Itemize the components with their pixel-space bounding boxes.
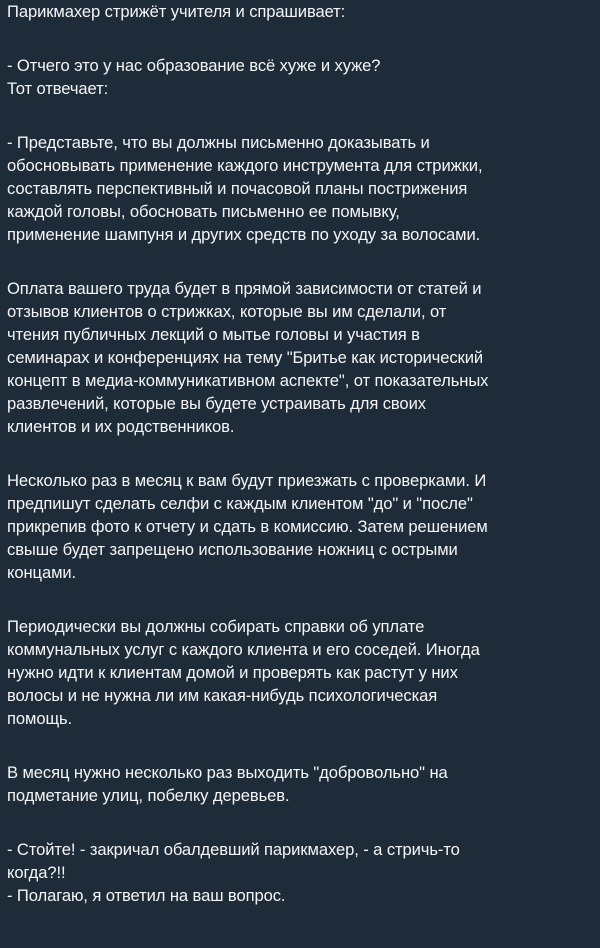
text-line: обосновывать применение каждого инструмента для стрижки, [7, 156, 483, 175]
text-line: Несколько раз в месяц к вам будут приезжать с проверками. И [7, 471, 487, 490]
text-line: Оплата вашего труда будет в прямой зависимости от статей и [7, 279, 482, 298]
text-line: прикрепив фото к отчету и сдать в комиссию. Затем решением [7, 517, 488, 536]
text-line: - Стойте! - закричал обалдевший парикмахер, - а стричь-то [7, 840, 460, 859]
text-line: развлечений, которые вы будете устраивать для своих [7, 394, 426, 413]
text-line: концами. [7, 563, 77, 582]
text-line: клиентов и их родственников. [7, 417, 235, 436]
text-line: свыше будет запрещено использование ножниц с острыми [7, 540, 458, 559]
text-line: - Представьте, что вы должны письменно доказывать и [7, 133, 430, 152]
text-line: концепт в медиа-коммуникативном аспекте", от показательных [7, 371, 489, 390]
text-line: - Полагаю, я ответил на ваш вопрос. [7, 886, 286, 905]
text-line: применение шампуня и других средств по уходу за волосами. [7, 225, 481, 244]
text-line: отзывов клиентов о стрижках, которые вы им сделали, от [7, 302, 447, 321]
text-line: подметание улиц, побелку деревьев. [7, 786, 290, 805]
text-line: волосы и не нужна ли им какая-нибудь психологическая [7, 686, 438, 705]
text-line: составлять перспективный и почасовой планы пострижения [7, 179, 468, 198]
text-line: В месяц нужно несколько раз выходить "добровольно" на [7, 763, 448, 782]
text-line: когда?!! [7, 863, 66, 882]
text-line: каждой головы, обосновать письменно ее помывку, [7, 202, 400, 221]
text-line: предпишут сделать селфи с каждым клиентом "до" и "после" [7, 494, 473, 513]
text-line: помощь. [7, 709, 73, 728]
text-line: Периодически вы должны собирать справки об уплате [7, 617, 425, 636]
text-line: Тот отвечает: [7, 79, 109, 98]
text-line: Парикмахер стрижёт учителя и спрашивает: [7, 2, 346, 21]
text-line: нужно идти к клиентам домой и проверять как растут у них [7, 663, 458, 682]
text-line: семинарах и конференциях на тему "Бритье как исторический [7, 348, 484, 367]
text-line: - Отчего это у нас образование всё хуже и хуже? [7, 56, 381, 75]
text-line: чтения публичных лекций о мытье головы и участия в [7, 325, 420, 344]
text-line: коммунальных услуг с каждого клиента и его соседей. Иногда [7, 640, 480, 659]
